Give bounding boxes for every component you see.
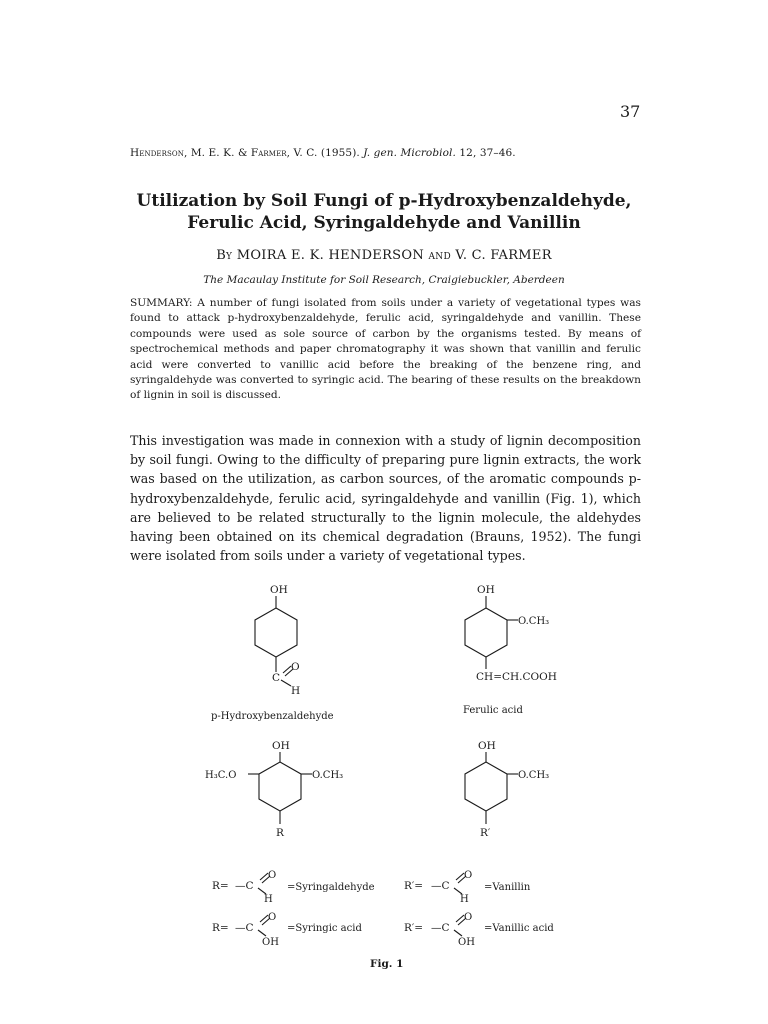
ring-guaiacyl <box>465 752 518 824</box>
citation-volume: 12, 37–46. <box>455 147 516 159</box>
title-line-1: Utilization by Soil Fungi of p-Hydroxybenzaldehyde, <box>136 191 632 211</box>
phb-h: H <box>291 685 301 697</box>
citation-year: (1955). <box>317 147 364 159</box>
syringyl-r: R <box>276 827 284 839</box>
body-paragraph: This investigation was made in connexion with a study of lignin decomposition by soil fungi. Owing to the difficulty of preparing pure lignin extracts, the work was based on the utilization, as carbon sources, of the aromatic compounds p-hydroxybenzaldehyde, ferulic acid, syringaldehyde and vanillin (Fig. 1), which are believed to be related structurally to the lignin molecule, the aldehydes having been obtained on its chemical degradation (Brauns, 1952). The fungi were isolated from soils under a variety of vegetational types. <box>130 433 641 564</box>
syringyl-och3: O.CH₃ <box>312 770 344 781</box>
byline-and: and <box>428 248 451 263</box>
def-r-c: —C <box>235 880 254 892</box>
figure-caption: Fig. 1 <box>370 958 404 970</box>
ferulic-oh: OH <box>477 584 495 596</box>
institution: The Macaulay Institute for Soil Research, Craigiebuckler, Aberdeen <box>203 274 565 286</box>
def-r2: R= <box>212 922 229 934</box>
def-rp-c: —C <box>431 880 450 892</box>
guaiacyl-och3: O.CH₃ <box>518 770 550 781</box>
eq-syringic-acid: =Syringic acid <box>287 923 362 934</box>
summary-label: SUMMARY: <box>130 297 193 309</box>
syringyl-h3co: H₃C.O <box>205 770 237 781</box>
label-p-hydroxybenzaldehyde: p-Hydroxybenzaldehyde <box>211 711 334 722</box>
def-r2-c: —C <box>235 922 254 934</box>
phb-o: O <box>291 661 300 673</box>
def-r2-oh: OH <box>262 937 279 948</box>
eq-vanillic-acid: =Vanillic acid <box>484 923 554 934</box>
def-r-h: H <box>264 894 273 905</box>
label-ferulic-acid: Ferulic acid <box>463 705 523 716</box>
def-r-o: O <box>268 870 277 881</box>
ring-ferulic-acid <box>465 596 518 669</box>
citation-authors: Henderson, M. E. K. & Farmer, V. C. <box>130 147 318 159</box>
guaiacyl-r-prime: R′ <box>480 827 491 839</box>
title-line-2: Ferulic Acid, Syringaldehyde and Vanillin <box>187 213 581 233</box>
ferulic-side-chain: CH=CH.COOH <box>476 671 557 683</box>
eq-syringaldehyde: =Syringaldehyde <box>287 882 375 893</box>
def-rp2-oh: OH <box>458 937 475 948</box>
guaiacyl-oh: OH <box>478 740 496 752</box>
def-rp2-c: —C <box>431 922 450 934</box>
citation-journal: J. gen. Microbiol. <box>363 147 456 159</box>
byline-by: By <box>216 248 233 263</box>
def-rp-h: H <box>460 894 469 905</box>
phb-oh: OH <box>270 584 288 596</box>
summary-text: A number of fungi isolated from soils under a variety of vegetational types was found to attack p-hydroxybenzaldehyde, ferulic acid, syringaldehyde and vanillin. These compounds were used as sole source of carbon by the organisms tested. By means of spectrochemical methods and paper chromatography it was shown that vanillin and ferulic acid were converted to vanillic acid before the breaking of the benzene ring, and syringaldehyde was converted to syringic acid. The bearing of these results on the breakdown of lignin in soil is discussed. <box>130 297 641 402</box>
author-1: MOIRA E. K. HENDERSON <box>236 248 425 263</box>
ring-syringyl <box>248 752 312 824</box>
def-rp: R′= <box>404 880 424 892</box>
def-rp2: R′= <box>404 922 424 934</box>
def-rp2-o: O <box>464 912 473 923</box>
syringyl-oh: OH <box>272 740 290 752</box>
ferulic-och3: O.CH₃ <box>518 616 550 627</box>
author-2: V. C. FARMER <box>455 248 552 263</box>
page-number: 37 <box>620 102 641 121</box>
phb-c: C <box>272 672 281 684</box>
eq-vanillin: =Vanillin <box>484 882 531 893</box>
def-rp-o: O <box>464 870 473 881</box>
def-r2-o: O <box>268 912 277 923</box>
def-r: R= <box>212 880 229 892</box>
